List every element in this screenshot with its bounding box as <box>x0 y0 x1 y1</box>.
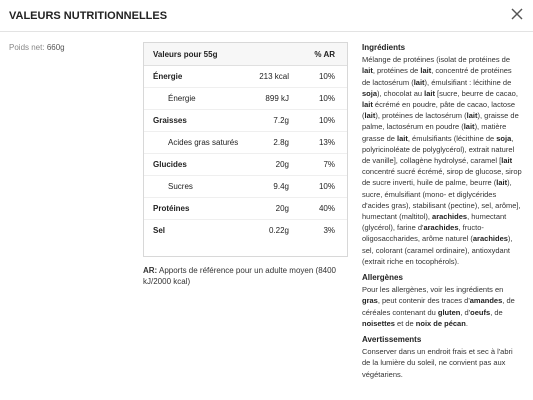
text-segment: ), matière grasse de <box>362 122 507 143</box>
row-ar: 10% <box>318 94 335 103</box>
text-segment: concentré sucré écrémé, sirop de glucose, sirop de sucre inverti, huile de palme, beurre ( <box>362 167 522 188</box>
highlighted-term: amandes <box>469 296 503 306</box>
row-ar: 13% <box>318 138 335 147</box>
highlighted-term: soja <box>362 88 378 98</box>
modal-title: VALEURS NUTRITIONNELLES <box>9 10 168 22</box>
highlighted-term: gluten <box>437 307 461 317</box>
ingredients-section <box>362 42 522 267</box>
row-label: Graisses <box>153 116 187 125</box>
row-value: 213 kcal <box>259 72 289 81</box>
table-row <box>144 66 347 88</box>
text-segment: [sucre, beurre de cacao, <box>434 88 518 98</box>
text-segment: , émulsifiants (lécithine de <box>407 133 497 143</box>
text-segment: , polyricinoléate de polyglycérol), extrait naturel de vanille], collagène hydrolysé, caramel [ <box>362 133 515 166</box>
highlighted-term: soja <box>496 133 512 143</box>
allergens-title: Allergènes <box>362 273 403 283</box>
text-segment: ), sucre, émulsifiant (mono- et diglycérides d'acides gras), stabilisant (pectine), sel, arôme], humectant (maltitol), <box>362 178 521 222</box>
close-icon[interactable] <box>510 7 524 21</box>
warnings-section <box>362 334 522 380</box>
row-label: Énergie <box>168 94 196 103</box>
row-ar: 7% <box>323 160 335 169</box>
row-label: Énergie <box>153 72 183 81</box>
allergens-section <box>362 272 522 329</box>
text-segment: , de <box>490 307 503 317</box>
text-segment: ), protéines de lactosérum ( <box>375 111 467 121</box>
row-ar: 10% <box>318 72 335 81</box>
net-weight <box>9 43 65 52</box>
product-details <box>362 42 522 385</box>
row-ar: 40% <box>318 204 335 213</box>
row-value: 9.4g <box>273 182 289 191</box>
highlighted-term: lait <box>466 111 478 121</box>
text-segment: Pour les allergènes, voir les ingrédients en <box>362 285 504 295</box>
text-segment: , peut contenir des traces d' <box>377 296 470 306</box>
text-segment: ), sel, colorant (caramel ordinaire), antioxydant (extrait riche en tocophérols). <box>362 234 513 266</box>
warnings-text: Conserver dans un endroit frais et sec à l'abri de la lumière du soleil, ne convient pas aux végétariens. <box>362 347 513 379</box>
highlighted-term: noix de pécan <box>415 318 466 328</box>
highlighted-term: arachides <box>432 212 468 222</box>
row-value: 7.2g <box>273 116 289 125</box>
text-segment: ), émulsifiant : lécithine de <box>424 77 512 87</box>
table-row <box>144 220 347 241</box>
text-segment: Mélange de protéines (isolat de protéines de <box>362 55 511 65</box>
allergens-text <box>362 284 522 329</box>
highlighted-term: lait <box>362 100 373 110</box>
highlighted-term: oeufs <box>470 307 491 317</box>
ar-note-abbr: AR: <box>143 266 158 275</box>
row-value: 2.8g <box>273 138 289 147</box>
table-row <box>144 198 347 220</box>
highlighted-term: lait <box>397 133 408 143</box>
nutrition-table <box>143 42 348 257</box>
row-ar: 10% <box>318 116 335 125</box>
row-value: 20g <box>275 204 289 213</box>
text-segment: , protéines de <box>372 66 421 76</box>
highlighted-term: arachides <box>472 234 508 244</box>
row-label: Glucides <box>153 160 187 169</box>
text-segment: , de céréales contenant du <box>362 296 515 317</box>
row-ar: 10% <box>318 182 335 191</box>
text-segment: ), graisse de palme, lactosérum en poudre ( <box>362 111 519 132</box>
text-segment: , concentré de protéines de lactosérum ( <box>362 66 512 87</box>
text-segment: . <box>465 318 468 328</box>
text-segment: , fructo-oligosaccharides, arôme naturel ( <box>362 223 484 244</box>
modal-header <box>0 0 533 32</box>
highlighted-term: lait <box>362 66 373 76</box>
row-label: Acides gras saturés <box>168 138 239 147</box>
row-label: Sel <box>153 226 166 235</box>
net-weight-label: Poids net: <box>9 43 45 52</box>
row-label: Sucres <box>168 182 193 191</box>
table-row <box>144 88 347 110</box>
row-label: Protéines <box>153 204 190 213</box>
text-segment: et de <box>394 318 416 328</box>
highlighted-term: lait <box>413 77 425 87</box>
highlighted-term: lait <box>463 122 475 132</box>
highlighted-term: noisettes <box>362 318 395 328</box>
highlighted-term: arachides <box>423 223 459 233</box>
row-ar: 3% <box>323 226 335 235</box>
text-segment: ), chocolat au <box>377 88 425 98</box>
col-header-label: Valeurs pour 55g <box>153 50 218 59</box>
ar-note <box>143 265 348 287</box>
text-segment: écrémé en poudre, pâte de cacao, lactose ( <box>362 100 516 121</box>
highlighted-term: lait <box>496 178 508 188</box>
text-segment: , humectant (glycérol), farine d' <box>362 212 507 233</box>
text-segment: , d' <box>460 307 471 317</box>
row-value: 20g <box>275 160 289 169</box>
highlighted-term: gras <box>362 296 378 306</box>
net-weight-value: 660g <box>46 43 65 52</box>
highlighted-term: lait <box>420 66 432 76</box>
row-value: 899 kJ <box>265 94 289 103</box>
ar-note-text: Apports de référence pour un adulte moyen (8400 kJ/2000 kcal) <box>143 266 337 286</box>
table-row <box>144 132 347 154</box>
row-value: 0.22g <box>268 226 289 235</box>
ingredients-title: Ingrédients <box>362 43 406 52</box>
table-row <box>144 154 347 176</box>
highlighted-term: lait <box>364 111 376 121</box>
table-row <box>144 110 347 132</box>
ingredients-text <box>362 54 522 267</box>
highlighted-term: lait <box>501 156 513 166</box>
highlighted-term: lait <box>424 88 435 98</box>
table-row <box>144 176 347 198</box>
col-header-ar: % AR <box>314 50 335 59</box>
table-header <box>144 43 347 66</box>
warnings-title: Avertissements <box>362 335 422 345</box>
